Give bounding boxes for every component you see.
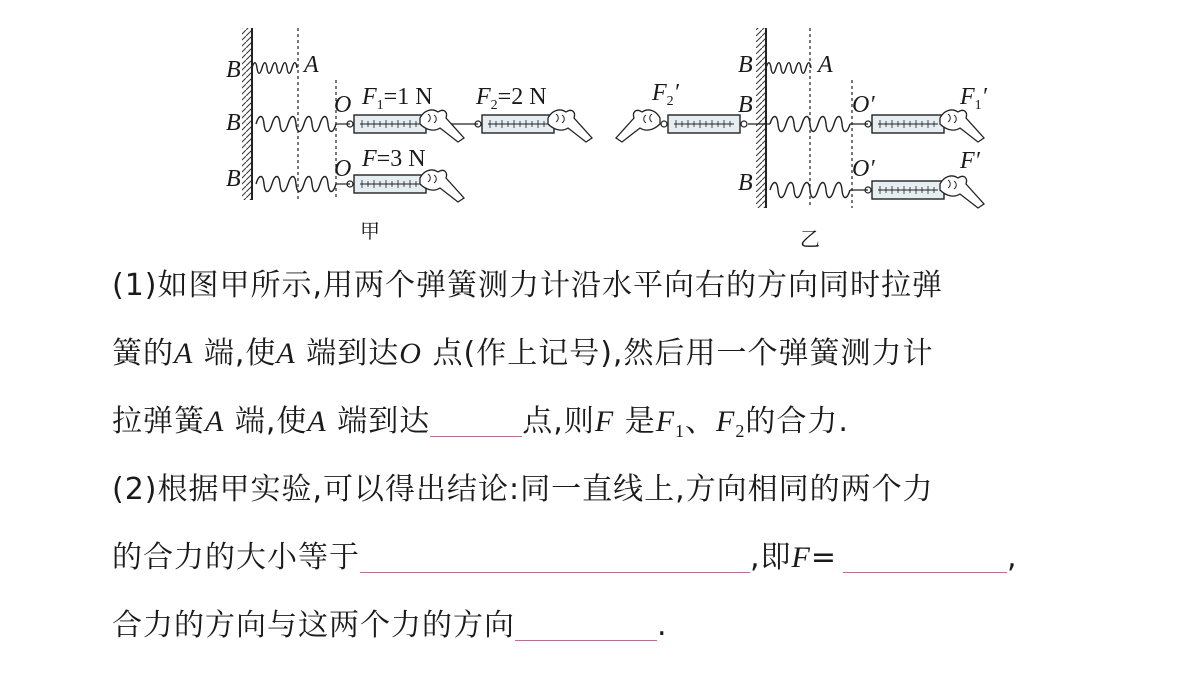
line-2: 簧的A 端,使A 端到达O 点(作上记号),然后用一个弹簧测力计 xyxy=(112,336,934,371)
line-1: (1)如图甲所示,用两个弹簧测力计沿水平向右的方向同时拉弹 xyxy=(112,268,944,303)
answer-blank-2[interactable] xyxy=(360,536,750,573)
label-B-mid: B xyxy=(226,110,241,136)
label-B-mid: B xyxy=(738,92,753,118)
diagram-yi xyxy=(616,28,988,251)
line-3: 拉弹簧A 端,使A 端到达 点,则F 是$F_1$、$F_2$的合力. xyxy=(112,388,1112,456)
line-4: (2)根据甲实验,可以得出结论:同一直线上,方向相同的两个力 xyxy=(112,472,934,507)
label-F: F=3 N xyxy=(362,146,426,172)
label-O-mid: O xyxy=(334,92,352,118)
label-A: A xyxy=(818,52,833,78)
label-O-mid: O′ xyxy=(852,92,875,118)
label-F2-prime: $F_2'$ xyxy=(652,80,679,109)
label-F1: $F_1=1$ N xyxy=(362,84,433,113)
label-F1-prime: $F_1'$ xyxy=(960,84,987,113)
label-B-bot: B xyxy=(738,170,753,196)
label-B-top: B xyxy=(738,52,753,78)
line-5: 的合力的大小等于 ,即F= , xyxy=(112,524,1112,592)
line-6: 合力的方向与这两个力的方向 . xyxy=(112,592,1112,660)
caption-jia: 甲 xyxy=(360,219,380,243)
answer-blank-1[interactable] xyxy=(430,400,522,437)
label-O-bot: O xyxy=(334,156,352,182)
question-text xyxy=(112,252,1112,660)
answer-blank-4[interactable] xyxy=(515,604,657,641)
diagram-jia xyxy=(226,28,592,243)
label-B-top: B xyxy=(226,57,241,83)
label-F2: $F_2=2$ N xyxy=(476,84,547,113)
label-F-prime: F′ xyxy=(960,148,980,174)
label-O-bot: O′ xyxy=(852,156,875,182)
label-B-bot: B xyxy=(226,166,241,192)
experiment-figure xyxy=(0,0,1200,255)
answer-blank-3[interactable] xyxy=(843,536,1007,573)
caption-yi: 乙 xyxy=(800,227,820,251)
label-A: A xyxy=(304,52,319,78)
